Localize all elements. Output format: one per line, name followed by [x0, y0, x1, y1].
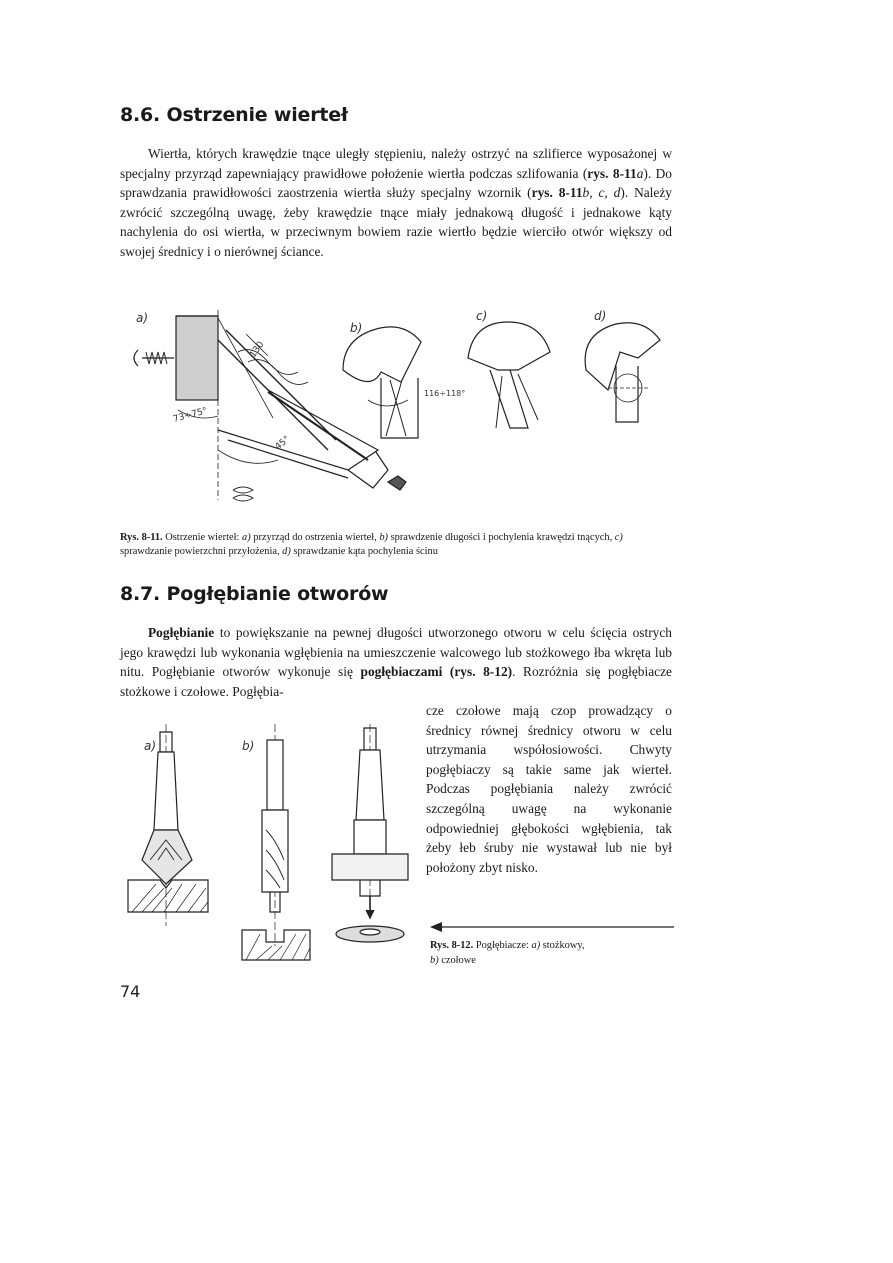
- dim-angle-b: 116÷118°: [424, 389, 466, 398]
- section-8-6-paragraph: Wiertła, których krawędzie tnące uległy stępieniu, należy ostrzyć na szlifierce wyposażonej w specjalny przyrząd zapewniający prawidłowe położenie wiertła podczas szlifowania (rys. 8-11a). Do sprawdzania prawidłowości zaostrzenia wiertła służy specjalny wzornik (rys. 8-11b, c, d). Należy zwrócić szczególną uwagę, żeby krawędzie tnące miały jednakową długość i jednakowe kąty nachylenia do osi wiertła, w przeciwnym bowiem razie wiertło będzie wierciło otwór większy od swojej średnicy i o nierównej ściance.: [120, 146, 672, 259]
- figure-8-12-label-a: a): [144, 739, 157, 753]
- figure-8-11-label-b: b): [350, 321, 363, 335]
- section-8-7-side-text: cze czołowe mają czop prowadzący o średnicy równej średnicy otworu w celu utrzymania współosiowości. Chwyty pogłębiaczy są takie same jak wierteł. Podczas pogłębiania należy zwrócić szczególną uwagę na wykonanie odpowiedniej głębokości wgłębienia, tak żeby łeb śruby nie wystawał lub nie był położony zbyt nisko.: [426, 703, 672, 875]
- dim-angle-45: 45°: [273, 434, 293, 453]
- grinding-wheel: [176, 316, 218, 400]
- section-heading-8-6: 8.6. Ostrzenie wierteł: [120, 104, 348, 126]
- section-heading-8-7: 8.7. Pogłębianie otworów: [120, 583, 389, 605]
- figure-8-11-caption: Rys. 8-11. Ostrzenie wierteł: a) przyrząd do ostrzenia wierteł, b) sprawdzenie długości i pochylenia krawędzi tnących, c) sprawdzanie powierzchni przyłożenia, d) sprawdzanie kąta pochylenia ścinu: [120, 532, 623, 557]
- figure-8-12-label-b: b): [242, 739, 255, 753]
- page-number: 74: [120, 982, 141, 1001]
- dim-length: 130: [248, 339, 267, 360]
- figure-8-12-caption: Rys. 8-12. Pogłębiacze: a) stożkowy, b) czołowe: [430, 940, 585, 966]
- figure-8-12-drawing: [120, 720, 410, 970]
- dim-angle-a: 73÷75°: [172, 406, 209, 425]
- figure-8-11-drawing: [118, 300, 678, 516]
- figure-8-12: [120, 720, 410, 970]
- caption-arrow: [430, 920, 674, 932]
- figure-8-11-label-a: a): [136, 311, 149, 325]
- figure-8-11-label-c: c): [476, 309, 488, 323]
- section-8-7-paragraph: Pogłębianie to powiększanie na pewnej długości utworzonego otworu w celu ścięcia ostrych jego krawędzi lub wykonania wgłębienia na umieszczenie walcowego lub stożkowego łba wkręta lub nitu. Pogłębianie otworów wykonuje się pogłębiaczami (rys. 8-12). Rozróżnia się pogłębiacze stożkowe i czołowe. Pogłębia-: [120, 625, 672, 699]
- figure-8-11: [118, 300, 678, 516]
- figure-8-11-label-d: d): [594, 309, 607, 323]
